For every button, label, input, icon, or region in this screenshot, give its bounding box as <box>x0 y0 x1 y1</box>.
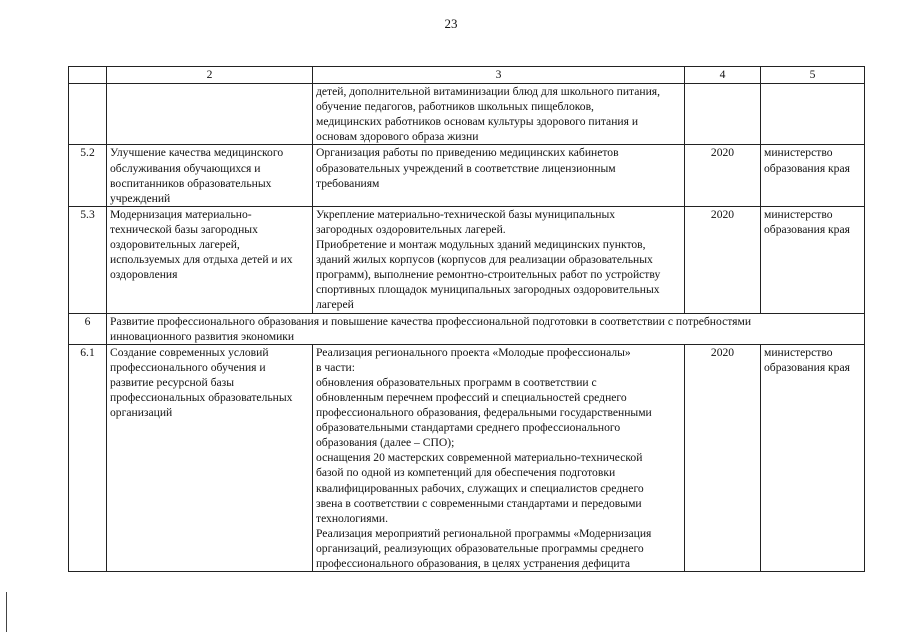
row-task <box>107 206 313 313</box>
row-responsible <box>761 344 865 571</box>
task-line: развитие ресурсной базы <box>110 375 234 389</box>
row-year <box>685 84 761 145</box>
activity-line: Реализация мероприятий региональной программы «Модернизация <box>316 526 652 540</box>
activity-line: программ), выполнение ремонтно-строительных работ по устройству <box>316 268 661 282</box>
activity-line: в части: <box>316 360 355 374</box>
activity-line: детей, дополнительной витаминизации блюд для школьного питания, <box>316 85 661 99</box>
task-line: Улучшение качества медицинского <box>110 146 284 160</box>
activity-line: организаций, реализующих образовательные программы среднего <box>316 541 644 555</box>
row-year: 2020 <box>685 145 761 206</box>
section-title-line: инновационного развития экономики <box>110 329 295 343</box>
activity-line: технологиями. <box>316 511 389 525</box>
column-header-4: 4 <box>685 67 761 84</box>
activity-line: обновленным перечнем профессий и специальностей среднего <box>316 390 627 404</box>
column-header-1 <box>69 67 107 84</box>
responsible-line: образования края <box>764 161 850 175</box>
activity-line: Приобретение и монтаж модульных зданий медицинских пунктов, <box>316 238 646 252</box>
activity-line: Реализация регионального проекта «Молодые профессионалы» <box>316 345 631 359</box>
column-header-3: 3 <box>313 67 685 84</box>
row-responsible <box>761 145 865 206</box>
measures-table <box>68 66 865 572</box>
activity-line: обновления образовательных программ в соответствии с <box>316 375 597 389</box>
activity-line: профессионального образования, в целях устранения дефицита <box>316 557 630 570</box>
responsible-line: министерство <box>764 207 833 221</box>
task-line: технической базы загородных <box>110 222 258 236</box>
row-activity <box>313 145 685 206</box>
row-number: 5.3 <box>69 206 107 313</box>
page-number: 23 <box>444 16 458 31</box>
table-header-row <box>69 67 865 84</box>
activity-line: образовательных учреждений в соответствие лицензионным <box>316 161 616 175</box>
table-row <box>69 344 865 571</box>
row-task <box>107 344 313 571</box>
section-row <box>69 313 865 344</box>
row-responsible <box>761 206 865 313</box>
row-year: 2020 <box>685 344 761 571</box>
section-title <box>107 313 865 344</box>
task-line: обслуживания обучающихся и <box>110 161 261 175</box>
activity-line: оснащения 20 мастерских современной материально-технической <box>316 451 643 465</box>
responsible-line: министерство <box>764 146 833 160</box>
responsible-line: образования края <box>764 222 850 236</box>
task-line: учреждений <box>110 191 171 205</box>
row-task <box>107 84 313 145</box>
row-activity <box>313 84 685 145</box>
activity-line: Организация работы по приведению медицинских кабинетов <box>316 146 619 160</box>
activity-line: лагерей <box>316 298 354 312</box>
activity-line: зданий жилых корпусов (корпусов для реализации образовательных <box>316 253 653 267</box>
task-line: Создание современных условий <box>110 345 269 359</box>
activity-line: звена в соответствии с современными стандартами и передовыми <box>316 496 642 510</box>
task-line: используемых для отдыха детей и их <box>110 253 293 267</box>
row-task <box>107 145 313 206</box>
activity-line: базой по одной из компетенций для обеспечения подготовки <box>316 466 616 480</box>
row-year: 2020 <box>685 206 761 313</box>
activity-line: образования (далее – СПО); <box>316 436 455 450</box>
section-number: 6 <box>69 313 107 344</box>
table-row <box>69 145 865 206</box>
row-number: 5.2 <box>69 145 107 206</box>
row-responsible <box>761 84 865 145</box>
activity-line: обучение педагогов, работников школьных пищеблоков, <box>316 100 594 114</box>
activity-line: загородных оздоровительных лагерей. <box>316 222 506 236</box>
row-number <box>69 84 107 145</box>
row-activity <box>313 344 685 571</box>
activity-line: спортивных площадок муниципальных загородных оздоровительных <box>316 283 660 297</box>
column-header-2: 2 <box>107 67 313 84</box>
scan-margin-mark <box>6 592 7 632</box>
activity-line: образовательными стандартами среднего профессионального <box>316 421 621 435</box>
activity-line: Укрепление материально-технической базы муниципальных <box>316 207 616 221</box>
table-row <box>69 206 865 313</box>
responsible-line: образования края <box>764 360 850 374</box>
activity-line: квалифицированных рабочих, служащих и специалистов среднего <box>316 481 644 495</box>
task-line: организаций <box>110 406 173 420</box>
column-header-5: 5 <box>761 67 865 84</box>
activity-line: медицинских работников основам культуры здорового питания и <box>316 115 639 129</box>
section-title-line: Развитие профессионального образования и повышение качества профессиональной подготовки в соответствии с потребностями <box>110 314 752 328</box>
task-line: Модернизация материально- <box>110 207 252 221</box>
task-line: профессиональных образовательных <box>110 390 293 404</box>
task-line: профессионального обучения и <box>110 360 266 374</box>
task-line: воспитанников образовательных <box>110 176 272 190</box>
responsible-line: министерство <box>764 345 833 359</box>
task-line: оздоровления <box>110 268 178 282</box>
row-number: 6.1 <box>69 344 107 571</box>
table-row <box>69 84 865 145</box>
row-activity <box>313 206 685 313</box>
activity-line: требованиям <box>316 176 380 190</box>
activity-line: профессионального образования, федеральными государственными <box>316 406 652 420</box>
activity-line: основам здорового образа жизни <box>316 130 479 144</box>
task-line: оздоровительных лагерей, <box>110 238 240 252</box>
